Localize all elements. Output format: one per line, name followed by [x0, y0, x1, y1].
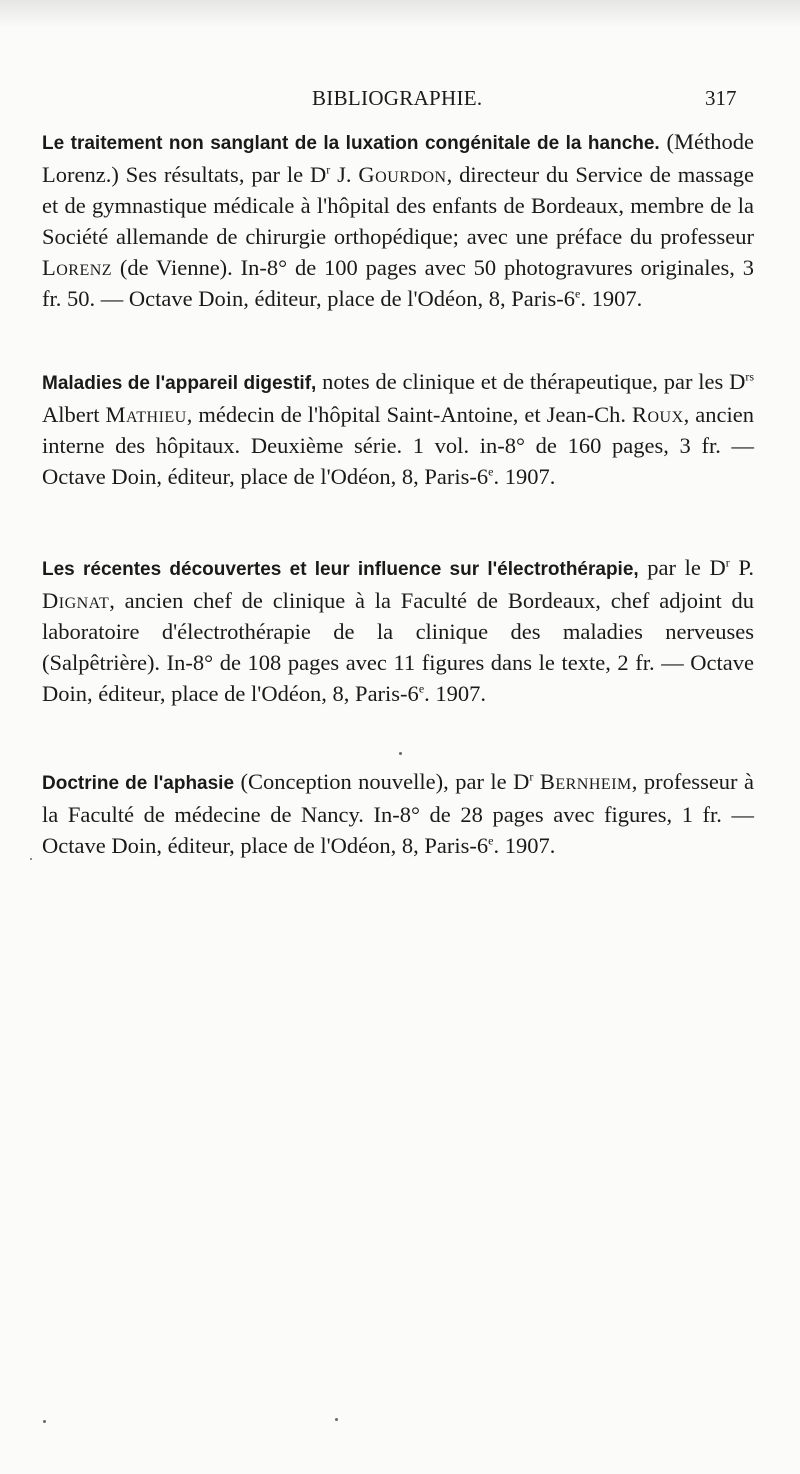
- bibliography-entry: [42, 366, 754, 492]
- author-name: Bernheim: [539, 769, 632, 794]
- running-head: [0, 86, 800, 120]
- superscript: e: [488, 833, 494, 848]
- page-number: 317: [705, 86, 737, 110]
- entry-title: Les récentes découvertes et leur influence sur l'électrothérapie,: [42, 559, 639, 580]
- entry-text: P.: [729, 555, 754, 580]
- entry-text: Albert: [42, 402, 106, 427]
- superscript: rs: [745, 369, 754, 384]
- entry-title: Maladies de l'appareil digestif,: [42, 373, 317, 394]
- author-name: Lorenz: [42, 255, 113, 280]
- bibliography-entry: [42, 552, 754, 709]
- author-name: Dignat: [42, 588, 110, 613]
- scan-speck: [335, 1418, 338, 1421]
- bibliography-entry: [42, 126, 754, 314]
- entry-text: . 1907.: [493, 464, 556, 489]
- scan-speck: [399, 752, 402, 755]
- entry-text: , ancien interne des hôpitaux. Deuxième série. 1 vol. in-8° de 160 pages, 3 fr. — Octave Doin, éditeur, place de l'Odéon, 8, Paris-6: [42, 402, 754, 489]
- entry-text: (Méthode Lorenz.) Ses résultats, par le D: [42, 129, 754, 187]
- entry-text: par le D: [638, 555, 726, 580]
- scan-edge-shadow: [0, 0, 800, 28]
- bibliography-entry: [42, 766, 754, 861]
- scan-speck: [30, 858, 32, 860]
- running-title: BIBLIOGRAPHIE.: [312, 86, 483, 110]
- author-name: Roux: [631, 402, 684, 427]
- entry-text: (Conception nouvelle), par le D: [234, 769, 530, 794]
- superscript: r: [326, 162, 331, 177]
- superscript: e: [488, 464, 494, 479]
- entry-text: notes de clinique et de thérapeutique, par les D: [316, 369, 746, 394]
- superscript: e: [575, 286, 581, 301]
- author-name: Gourdon: [358, 162, 447, 187]
- entry-title: Le traitement non sanglant de la luxation congénitale de la hanche.: [42, 133, 660, 154]
- superscript: r: [725, 555, 730, 570]
- entry-text: , ancien chef de clinique à la Faculté de Bordeaux, chef adjoint du laboratoire d'électrothérapie de la clinique des maladies nerveuses (Salpêtrière). In-8° de 108 pages avec 11 figures dans le texte, 2 fr. — Octave Doin, éditeur, place de l'Odéon, 8, Paris-6: [42, 588, 754, 706]
- entry-text: . 1907.: [424, 681, 487, 706]
- author-name: Mathieu: [105, 402, 187, 427]
- superscript: r: [529, 769, 534, 784]
- superscript: e: [418, 681, 425, 696]
- entry-title: Doctrine de l'aphasie: [42, 773, 235, 794]
- entry-text: J.: [330, 162, 359, 187]
- entry-text: , professeur à la Faculté de médecine de Nancy. In-8° de 28 pages avec figures, 1 fr. — Octave Doin, éditeur, place de l'Odéon, 8, Paris-6: [42, 769, 754, 858]
- scan-speck: [43, 1420, 46, 1423]
- entry-text: . 1907.: [493, 833, 556, 858]
- entry-text: , médecin de l'hôpital Saint-Antoine, et Jean-Ch.: [186, 402, 632, 427]
- entry-text: (de Vienne). In-8° de 100 pages avec 50 photogravures originales, 3 fr. 50. — Octave Doin, éditeur, place de l'Odéon, 8, Paris-6: [42, 255, 754, 311]
- entry-text: . 1907.: [580, 286, 643, 311]
- entry-text: , directeur du Service de massage et de gymnastique médicale à l'hôpital des enfants de Bordeaux, membre de la Société allemande de chirurgie orthopédique; avec une préface du professeur: [42, 162, 754, 249]
